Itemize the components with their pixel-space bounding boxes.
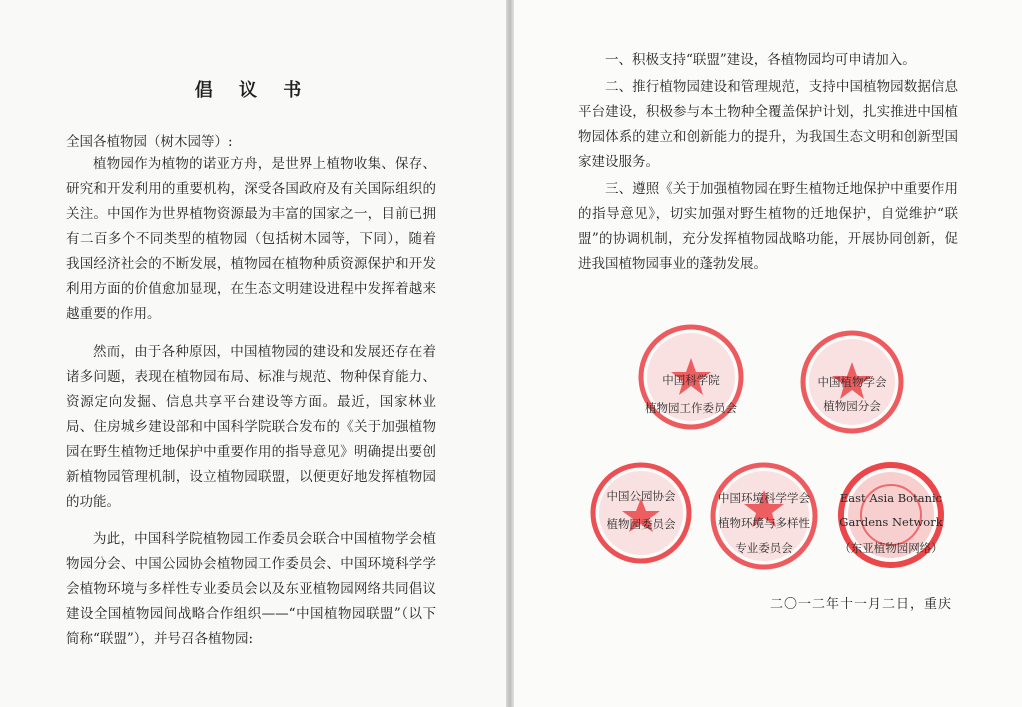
seal-line-2: 植物园分会 xyxy=(823,399,881,413)
paragraph-intro: 植物园作为植物的诺亚方舟，是世界上植物收集、保存、研究和开发利用的重要机构，深受各国政府及有关国际组织的关注。中国作为世界植物资源最为丰富的国家之一，目前已拥有二百多个不同类型的植物园（包括树木园等，下同），随着我国经济社会的不断发展，植物园在植物种质资源保护和开发利用方面的价值愈加显现，在生态文明建设进程中发挥着越来越重要的作用。 xyxy=(66,156,436,322)
seal-cas-botanical-committee xyxy=(636,322,746,432)
document-title: 倡 议 书 xyxy=(194,80,312,101)
seal-line-2: Gardens Network xyxy=(839,515,943,529)
book-gutter xyxy=(506,0,514,707)
date-location: 二〇一二年十一月二日，重庆 xyxy=(770,597,953,612)
seal-stamp-icon xyxy=(588,460,694,566)
seal-line-3: （东亚植物园网络） xyxy=(839,541,943,555)
seal-line-1: East Asia Botanic xyxy=(839,491,943,505)
seal-line-1: 中国公园协会 xyxy=(606,489,676,503)
seal-line-1: 中国科学院 xyxy=(662,373,720,387)
paragraph-proposal: 为此，中国科学院植物园工作委员会联合中国植物学会植物园分会、中国公园协会植物园工作委员会、中国环境科学学会植物环境与多样性专业委员会以及东亚植物园网络共同倡议建设全国植物园间战略合作组织——“中国植物园联盟”（以下简称“联盟”），并号召各植物园: xyxy=(66,531,436,647)
seal-botanical-society xyxy=(798,328,906,436)
paragraph-problems: 然而，由于各种原因，中国植物园的建设和发展还存在着诸多问题，表现在植物园布局、标准与规范、物种保育能力、资源定向发掘、信息共享平台建设等方面。最近，国家林业局、住房城乡建设部和中国科学院联合发布的《关于加强植物园在野生植物迁地保护中重要作用的指导意见》明确提出要创新植物园管理机制，设立植物园联盟，以便更好地发挥植物园的功能。 xyxy=(66,344,436,510)
item-three: 三、遵照《关于加强植物园在野生植物迁地保护中重要作用的指导意见》，切实加强对野生植物的迁地保护，自觉维护“联盟”的协调机制，充分发挥植物园战略功能，开展协同创新，促进我国植物园事业的蓬勃发展。 xyxy=(578,181,958,272)
left-page xyxy=(0,0,506,707)
seal-environmental-society xyxy=(708,460,820,572)
item-one: 一、积极支持“联盟”建设，各植物园均可申请加入。 xyxy=(605,52,916,68)
seal-east-asia-network xyxy=(836,460,946,570)
right-page xyxy=(514,0,1022,707)
seal-line-2: 植物园委员会 xyxy=(606,517,676,531)
addressee: 全国各植物园（树木园等）: xyxy=(66,134,233,150)
seal-park-association xyxy=(588,460,694,566)
item-two: 二、推行植物园建设和管理规范，支持中国植物园数据信息平台建设，积极参与本土物种全覆盖保护计划，扎实推进中国植物园体系的建立和创新能力的提升，为我国生态文明和创新型国家建设服务。 xyxy=(578,79,958,170)
seal-line-2: 植物环境与多样性 xyxy=(718,516,810,530)
seal-line-1: 中国植物学会 xyxy=(817,375,887,389)
seal-line-3: 专业委员会 xyxy=(735,541,793,555)
seal-line-2: 植物园工作委员会 xyxy=(645,401,737,415)
seal-line-1: 中国环境科学学会 xyxy=(718,491,810,505)
